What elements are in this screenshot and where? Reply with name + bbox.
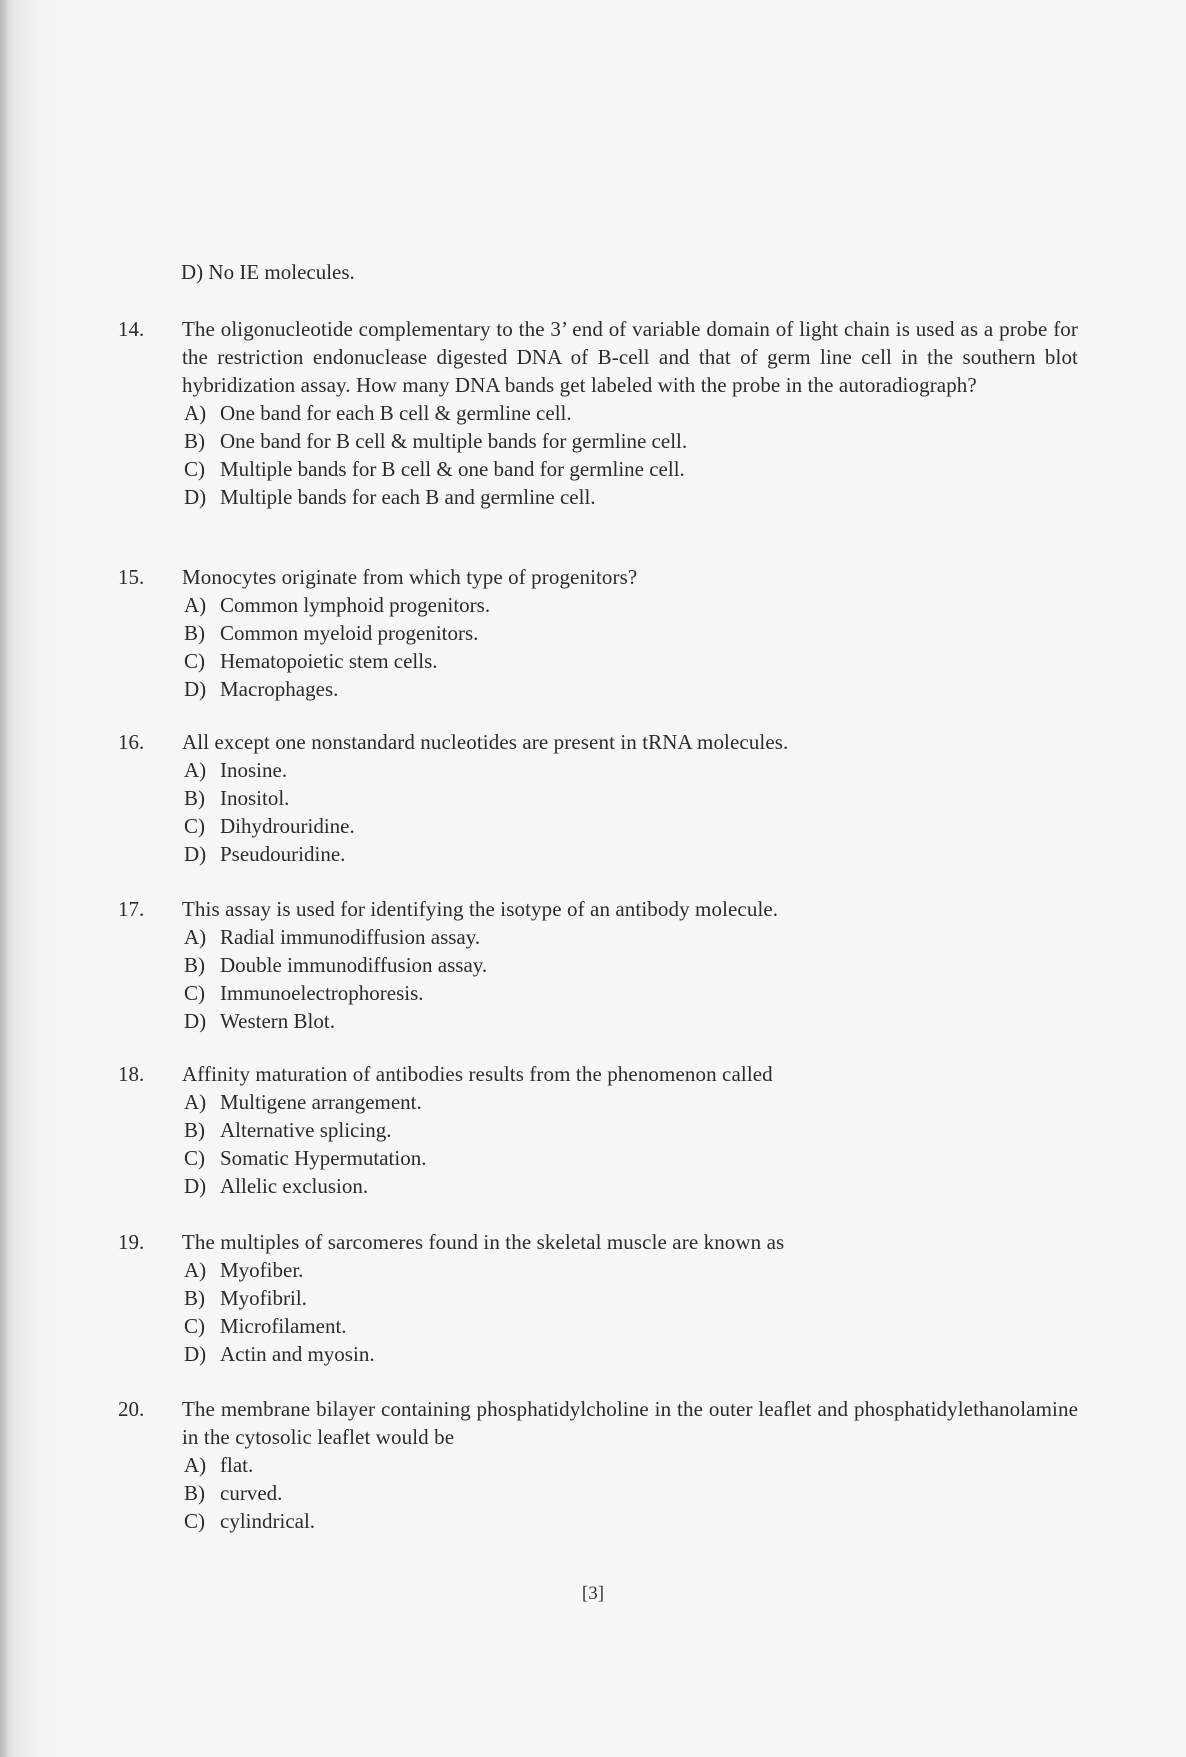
- option-letter: A): [184, 401, 207, 425]
- option-b: [182, 427, 1078, 455]
- option-b: [182, 1116, 1078, 1144]
- option-letter: D): [184, 485, 207, 509]
- option-letter: B): [184, 953, 205, 977]
- option-text: Myofiber.: [220, 1258, 304, 1282]
- option-list: [182, 1451, 1078, 1535]
- option-letter: B): [184, 1286, 205, 1310]
- option-text: One band for each B cell & germline cell.: [220, 401, 572, 425]
- option-a: [182, 1088, 1078, 1116]
- option-a: [182, 1451, 1078, 1479]
- question-body: [182, 315, 1078, 511]
- option-text: Inosine.: [220, 758, 288, 782]
- option-text: Macrophages.: [220, 677, 339, 701]
- question-number: 14.: [118, 317, 145, 341]
- option-letter: B): [184, 786, 205, 810]
- option-text: Hematopoietic stem cells.: [220, 649, 438, 673]
- option-b: [182, 951, 1078, 979]
- option-text: Immunoelectrophoresis.: [220, 981, 424, 1005]
- option-a: [182, 756, 1078, 784]
- option-list: [182, 1088, 1078, 1200]
- option-list: [182, 591, 1078, 703]
- option-b: [182, 619, 1078, 647]
- option-letter: A): [184, 925, 207, 949]
- option-text: Somatic Hypermutation.: [220, 1146, 427, 1170]
- question-body: [182, 895, 1078, 1035]
- option-d: [182, 675, 1078, 703]
- option-d: [182, 483, 1078, 511]
- option-letter: C): [184, 649, 205, 673]
- question-text: The oligonucleotide complementary to the 3’ end of variable domain of light chain is used as a probe for the restriction endonuclease digested DNA of B-cell and that of germ line cell in the southern blot hybridization assay. How many DNA bands get labeled with the probe in the autoradiograph?: [182, 317, 1078, 397]
- question-text: Monocytes originate from which type of progenitors?: [182, 565, 638, 589]
- option-list: [182, 756, 1078, 868]
- option-list: [182, 1256, 1078, 1368]
- option-letter: B): [184, 621, 205, 645]
- option-c: [182, 1144, 1078, 1172]
- option-text: Multiple bands for B cell & one band for germline cell.: [220, 457, 685, 481]
- option-text: Western Blot.: [220, 1009, 335, 1033]
- option-c: [182, 1507, 1078, 1535]
- question-text: This assay is used for identifying the isotype of an antibody molecule.: [182, 897, 779, 921]
- question-body: [182, 563, 1078, 703]
- option-text: Allelic exclusion.: [220, 1174, 369, 1198]
- option-text: Microfilament.: [220, 1314, 347, 1338]
- option-list: [182, 923, 1078, 1035]
- option-c: [182, 1312, 1078, 1340]
- option-text: curved.: [220, 1481, 283, 1505]
- option-letter: D): [184, 1342, 207, 1366]
- option-letter: B): [184, 1481, 205, 1505]
- option-text: Multigene arrangement.: [220, 1090, 422, 1114]
- option-letter: D): [184, 1009, 207, 1033]
- option-letter: A): [184, 593, 207, 617]
- question-body: [182, 1060, 1078, 1200]
- option-c: [182, 979, 1078, 1007]
- option-d: [182, 1007, 1078, 1035]
- option-text: flat.: [220, 1453, 254, 1477]
- option-text: Radial immunodiffusion assay.: [220, 925, 481, 949]
- option-a: [182, 1256, 1078, 1284]
- option-text: cylindrical.: [220, 1509, 316, 1533]
- question-number: 20.: [118, 1397, 145, 1421]
- option-text: Common lymphoid progenitors.: [220, 593, 491, 617]
- option-d: [182, 840, 1078, 868]
- question-text: The membrane bilayer containing phosphatidylcholine in the outer leaflet and phosphatidylethanolamine in the cytosolic leaflet would be: [182, 1397, 1078, 1449]
- question-number: 15.: [118, 565, 145, 589]
- option-d: [182, 1340, 1078, 1368]
- option-letter: B): [184, 1118, 205, 1142]
- option-text: Pseudouridine.: [220, 842, 346, 866]
- option-letter: A): [184, 1090, 207, 1114]
- option-letter: B): [184, 429, 205, 453]
- option-list: [182, 399, 1078, 511]
- option-text: Actin and myosin.: [220, 1342, 375, 1366]
- question-number: 16.: [118, 730, 145, 754]
- page-number: [3]: [581, 1583, 605, 1604]
- question-number: 17.: [118, 897, 145, 921]
- option-text: Myofibril.: [220, 1286, 307, 1310]
- option-letter: A): [184, 1258, 207, 1282]
- option-b: [182, 1284, 1078, 1312]
- carry-over-option: D) No IE molecules.: [181, 260, 355, 284]
- question-number: 18.: [118, 1062, 145, 1086]
- option-letter: C): [184, 457, 205, 481]
- option-letter: C): [184, 1509, 205, 1533]
- question-body: [182, 728, 1078, 868]
- option-b: [182, 1479, 1078, 1507]
- option-letter: A): [184, 1453, 207, 1477]
- option-text: Double immunodiffusion assay.: [220, 953, 488, 977]
- option-c: [182, 647, 1078, 675]
- option-letter: D): [184, 677, 207, 701]
- option-letter: C): [184, 981, 205, 1005]
- option-text: Inositol.: [220, 786, 290, 810]
- option-c: [182, 812, 1078, 840]
- option-letter: A): [184, 758, 207, 782]
- option-d: [182, 1172, 1078, 1200]
- option-c: [182, 455, 1078, 483]
- question-text: All except one nonstandard nucleotides are present in tRNA molecules.: [182, 730, 789, 754]
- option-text: Dihydrouridine.: [220, 814, 355, 838]
- option-letter: D): [184, 1174, 207, 1198]
- option-text: One band for B cell & multiple bands for germline cell.: [220, 429, 688, 453]
- option-b: [182, 784, 1078, 812]
- option-a: [182, 399, 1078, 427]
- option-letter: C): [184, 814, 205, 838]
- question-body: [182, 1228, 1078, 1368]
- option-letter: C): [184, 1314, 205, 1338]
- option-text: Multiple bands for each B and germline cell.: [220, 485, 596, 509]
- question-body: [182, 1395, 1078, 1535]
- option-letter: D): [184, 842, 207, 866]
- question-number: 19.: [118, 1230, 145, 1254]
- option-letter: C): [184, 1146, 205, 1170]
- option-a: [182, 591, 1078, 619]
- option-text: Alternative splicing.: [220, 1118, 392, 1142]
- option-text: Common myeloid progenitors.: [220, 621, 479, 645]
- option-a: [182, 923, 1078, 951]
- question-text: The multiples of sarcomeres found in the skeletal muscle are known as: [182, 1230, 785, 1254]
- question-text: Affinity maturation of antibodies results from the phenomenon called: [182, 1062, 773, 1086]
